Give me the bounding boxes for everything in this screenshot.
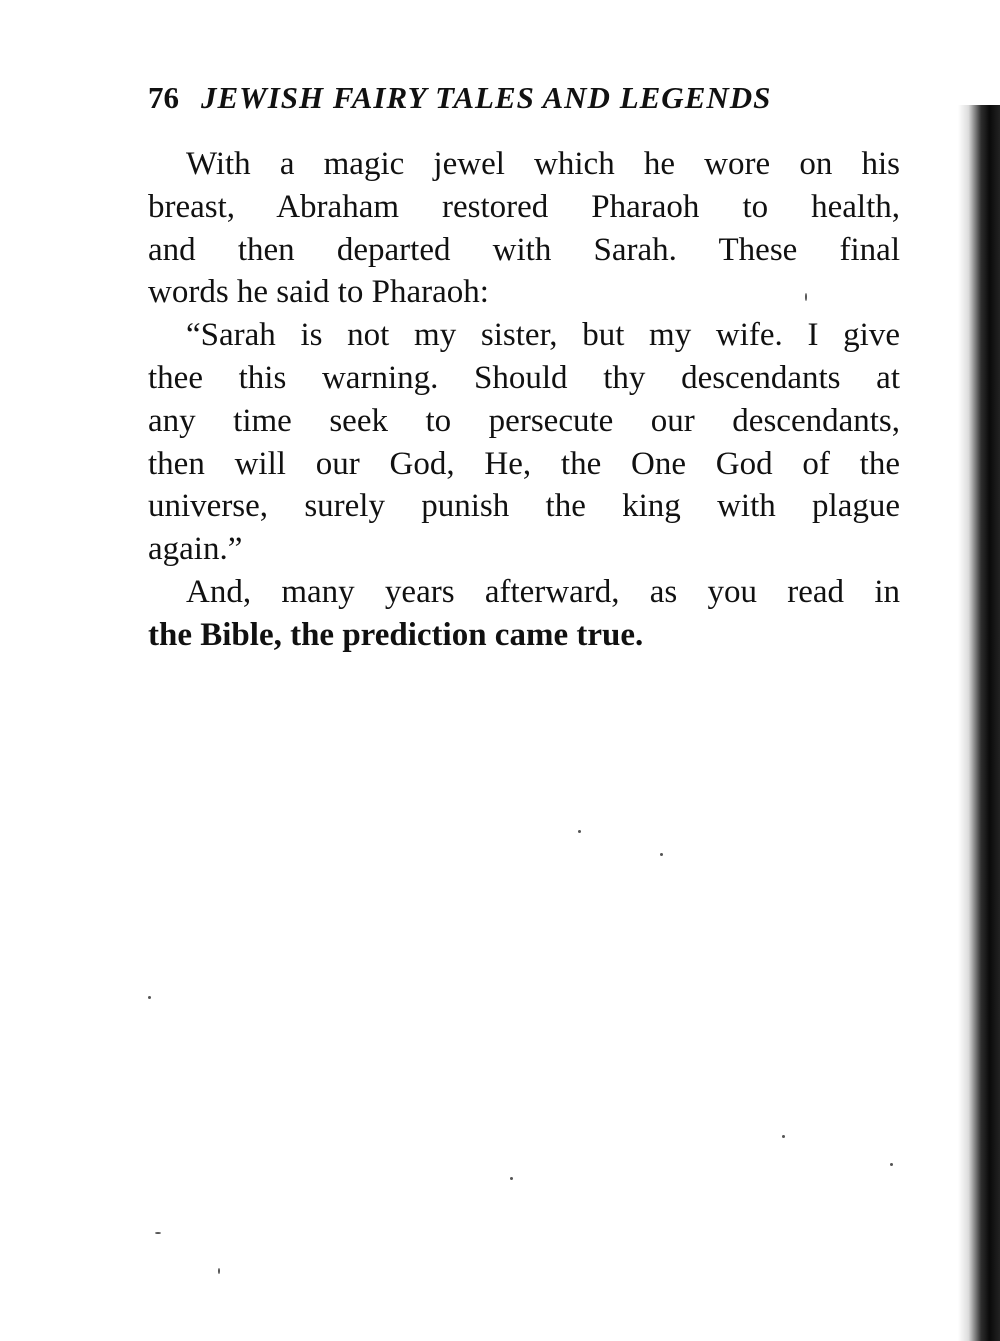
text-line: “Sarah is not my sister, but my wife. I give	[186, 317, 900, 354]
text-line: words he said to Pharaoh:	[148, 274, 489, 311]
text-line: And, many years afterward, as you read in	[186, 573, 900, 610]
text-line: then will our God, He, the One God of the	[148, 445, 900, 482]
text-line: the Bible, the prediction came true.	[148, 616, 644, 653]
text-line: again.”	[148, 531, 243, 568]
text-line: and then departed with Sarah. These final	[148, 231, 900, 268]
scan-speck	[578, 830, 581, 833]
scan-speck	[782, 1135, 785, 1138]
paragraph	[148, 571, 900, 657]
scan-speck	[890, 1163, 893, 1166]
text-line: any time seek to persecute our descendants,	[148, 402, 900, 439]
running-head	[148, 76, 908, 120]
scan-speck	[155, 1232, 161, 1234]
text-line: universe, surely punish the king with plague	[148, 488, 900, 525]
scan-speck	[805, 293, 807, 301]
text-line: thee this warning. Should thy descendants at	[148, 359, 900, 396]
scan-speck	[510, 1177, 513, 1180]
scan-speck	[660, 853, 663, 856]
paragraph	[148, 143, 900, 314]
book-title: JEWISH FAIRY TALES AND LEGENDS	[201, 80, 772, 115]
paragraph	[148, 314, 900, 571]
text-line: With a magic jewel which he wore on his	[186, 146, 900, 182]
scan-speck	[148, 996, 151, 999]
scan-speck	[218, 1268, 220, 1274]
page-edge-shadow	[958, 105, 1000, 1341]
page-number: 76	[148, 80, 179, 115]
body-text	[148, 143, 900, 657]
text-line: breast, Abraham restored Pharaoh to health,	[148, 188, 900, 225]
